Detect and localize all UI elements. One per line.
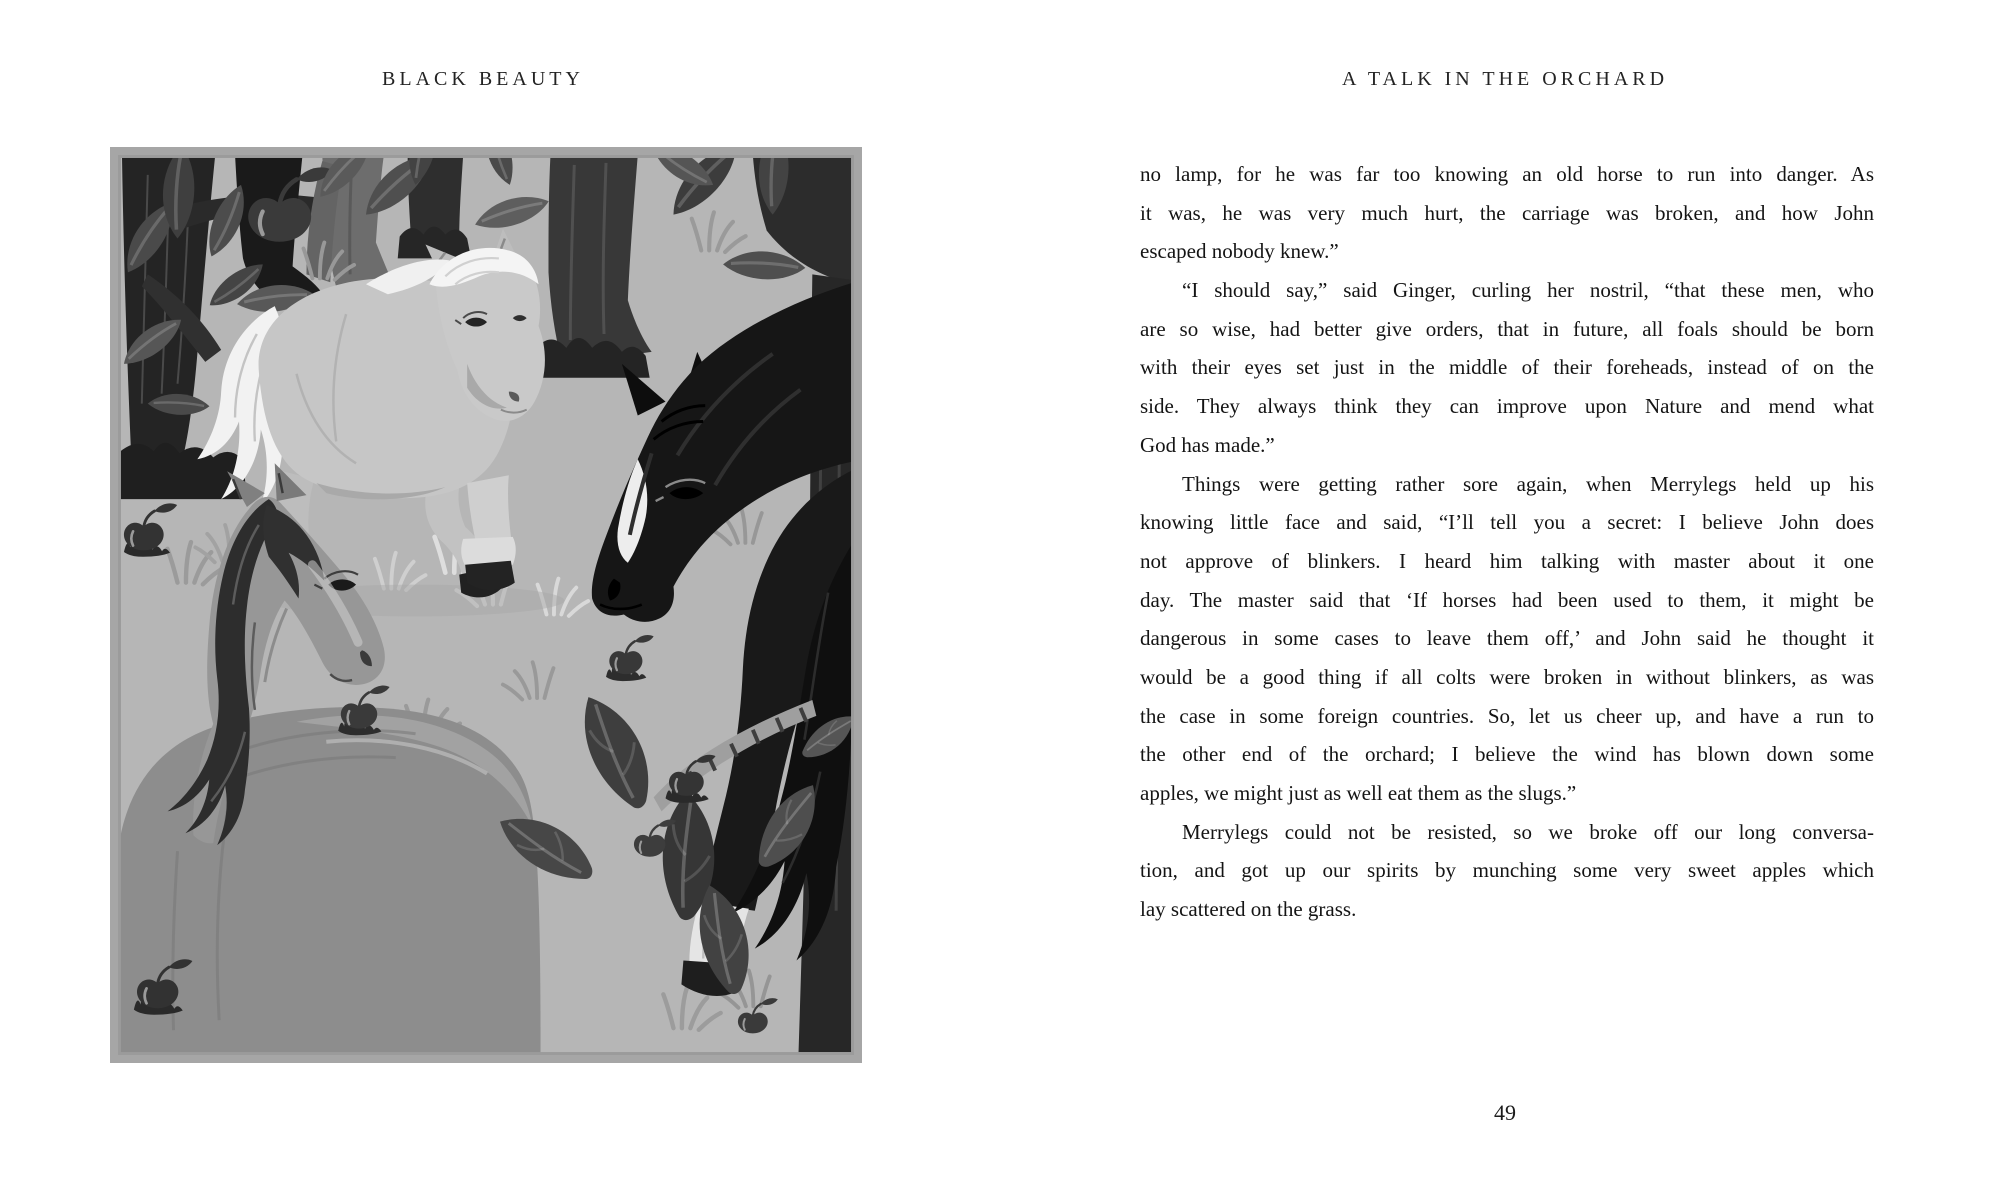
paragraph [1140, 465, 1874, 813]
text-line: knowing little face and said, “I’ll tell you a secret: I believe John does [1140, 510, 1874, 535]
paragraph [1140, 155, 1874, 271]
text-line: side. They always think they can improve upon Nature and mend what [1140, 394, 1874, 419]
text-line: are so wise, had better give orders, that in future, all foals should be born [1140, 316, 1874, 341]
text-line: not approve of blinkers. I heard him talking with master about it one [1140, 548, 1874, 573]
text-line: the case in some foreign countries. So, let us cheer up, and have a run to [1140, 703, 1874, 728]
running-head-left: BLACK BEAUTY [382, 68, 584, 90]
text-line: apples, we might just as well eat them as the slugs.” [1140, 781, 1577, 805]
text-line: would be a good thing if all colts were broken in without blinkers, as was [1140, 664, 1874, 689]
body-text [1140, 155, 1874, 929]
text-line: with their eyes set just in the middle of their foreheads, instead of on the [1140, 355, 1874, 380]
paragraph [1140, 813, 1874, 929]
text-line: escaped nobody knew.” [1140, 239, 1339, 264]
text-line: the other end of the orchard; I believe the wind has blown down some [1140, 742, 1874, 767]
text-line: “I should say,” said Ginger, curling her nostril, “that these men, who [1182, 278, 1874, 303]
paragraph [1140, 271, 1874, 464]
text-line: Things were getting rather sore again, when Merrylegs held up his [1182, 471, 1874, 496]
text-line: dangerous in some cases to leave them off,’ and John said he thought it [1140, 626, 1874, 651]
running-head-right: A TALK IN THE ORCHARD [1341, 68, 1669, 90]
orchard-illustration-svg [118, 155, 854, 1055]
text-line: day. The master said that ‘If horses had been used to them, it might be [1140, 587, 1874, 612]
text-line: Merrylegs could not be resisted, so we broke off our long conversa- [1182, 819, 1874, 844]
page-number: 49 [1494, 1100, 1516, 1125]
text-line: lay scattered on the grass. [1140, 897, 1357, 922]
text-line: it was, he was very much hurt, the carriage was broken, and how John [1140, 200, 1874, 225]
text-line: tion, and got up our spirits by munching some very sweet apples which [1140, 858, 1874, 883]
orchard-illustration [110, 147, 862, 1063]
text-line: God has made.” [1140, 432, 1275, 457]
text-line: no lamp, for he was far too knowing an old horse to run into danger. As [1140, 162, 1874, 186]
